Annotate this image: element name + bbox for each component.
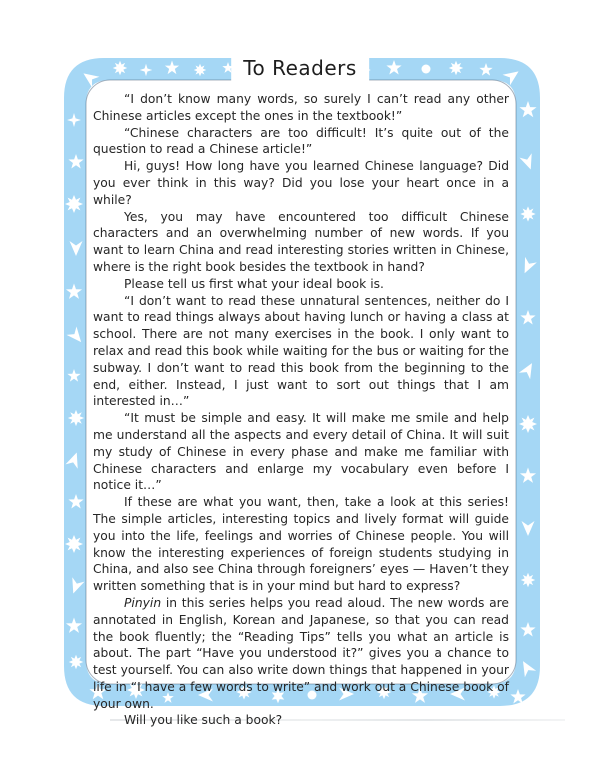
body-text — [93, 91, 509, 729]
paragraph: Yes, you may have encountered too difficult Chinese characters and an overwhelming number of new words. If you want to learn China and read interesting stories written in Chinese, where is the right book besides the textbook in hand? — [93, 209, 509, 274]
paragraph: “Chinese characters are too difficult! It’s quite out of the question to read a Chinese article!” — [93, 125, 509, 157]
paragraph: “I don’t know many words, so surely I can’t read any other Chinese articles except the ones in the textbook!” — [93, 92, 509, 123]
paragraph: If these are what you want, then, take a look at this series! The simple articles, interesting topics and lively format will guide you into the life, feelings and worries of Chinese people. You will know the interesting experiences of foreign students studying in China, and also see China through foreigners’ eyes — Haven’t they written something that is in your mind but hard to express? — [93, 495, 509, 594]
paragraph — [93, 595, 509, 713]
paragraph: Will you like such a book? — [124, 713, 283, 728]
paragraph: “I don’t want to read these unnatural sentences, neither do I want to read things always about having lunch or having a class at school. There are not many exercises in the book. I only want to relax and read this book while waiting for the bus or waiting for the subway. I don’t want to read this book from the beginning to the end, either. Instead, I just want to sort out things that I am interested in…” — [93, 293, 509, 409]
paragraph: Please tell us first what your ideal book is. — [124, 276, 384, 291]
paragraph: Hi, guys! How long have you learned Chinese language? Did you ever think in this way? Did you lose your heart once in a while? — [93, 159, 509, 207]
pinyin-italic: Pinyin — [124, 595, 162, 610]
paragraph-text: in this series helps you read aloud. The new words are annotated in English, Korean and Japanese, so that you can read the book fluently; the “Reading Tips” tells you what an article is about. The part “Have you understood it?” gives you a chance to test yourself. You can also write down things that happened in your life in “I have a few words to write” and work out a Chinese book of your own. — [93, 595, 510, 711]
paragraph: “It must be simple and easy. It will make me smile and help me understand all the aspects and every detail of China. It will suit my study of Chinese in every phase and make me familiar with Chinese characters and enlarge my vocabulary even before I notice it…” — [93, 411, 509, 493]
page-title: To Readers — [231, 54, 369, 82]
